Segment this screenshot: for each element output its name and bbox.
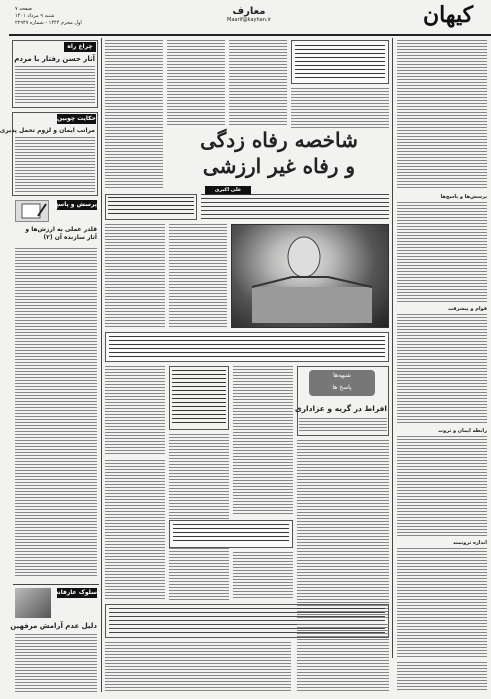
body-text	[105, 460, 165, 600]
body-text	[15, 66, 95, 104]
body-text	[397, 436, 487, 536]
pen-paper-icon	[15, 200, 49, 222]
body-text	[297, 624, 389, 692]
box-title: آثار حسن رفتار با مردم	[14, 55, 95, 63]
body-text	[397, 314, 487, 424]
body-text	[233, 552, 293, 600]
intro-text	[201, 194, 389, 220]
body-text	[397, 40, 487, 190]
author-label: علی اکبری	[205, 186, 251, 195]
body-text	[169, 224, 227, 328]
body-text	[15, 137, 95, 192]
body-text	[229, 40, 287, 126]
section-name: معارف	[232, 6, 266, 17]
body-text	[15, 634, 97, 692]
headline-banner	[169, 128, 389, 184]
quote-text	[172, 370, 226, 426]
quote-text	[109, 336, 385, 358]
body-text	[397, 202, 487, 302]
quote-text	[173, 524, 289, 544]
shubha-title: افراط در گریه و عزاداری	[294, 404, 387, 413]
box-kicker: چراغ راه	[64, 42, 96, 52]
body-text	[105, 642, 291, 692]
column-rule	[392, 38, 393, 658]
section-website: Maarif@kayhan.ir	[227, 17, 271, 23]
body-text	[105, 40, 163, 190]
body-text	[105, 366, 165, 456]
body-text	[167, 40, 225, 126]
issue-info	[15, 6, 95, 27]
masthead	[9, 0, 491, 36]
body-text	[299, 418, 387, 432]
box-title: مراتب ایمان و لزوم تحمل پذیری	[0, 127, 95, 134]
body-text	[297, 440, 389, 620]
body-text	[233, 366, 293, 516]
subhead: رابطه ایمان و ثروت	[438, 428, 487, 434]
headline-line-1: شاخصه رفاه زدگی	[200, 128, 358, 152]
box-title: قلدر عملی به ارزش‌ها و آثار سازنده آن (۲)	[25, 226, 97, 241]
box-kicker: پرسش و پاسخ	[53, 201, 97, 208]
headline-line-2: و رفاه غیر ارزشی	[202, 154, 356, 178]
box-kicker: حکایت چوبین	[57, 115, 96, 122]
money-man-photo	[231, 224, 389, 328]
stairs-image	[15, 588, 51, 618]
badge-line-2: پاسخ ها	[332, 384, 352, 391]
body-text	[15, 248, 97, 578]
body-text	[105, 224, 165, 328]
subhead: قوام و پیشرفت	[447, 306, 487, 312]
body-text	[291, 88, 389, 128]
divider	[13, 584, 99, 585]
newspaper-logo: کیهان	[422, 2, 474, 28]
body-text	[169, 434, 229, 600]
quote-text	[295, 45, 385, 79]
issue-line: اول محرم ۱۴۴۴ - شماره ۲۲۹۴۷	[15, 20, 82, 26]
issue-line: صفحه ۷	[15, 6, 32, 12]
box-kicker: سلوک عارفانه	[54, 589, 97, 596]
badge-line-1: شبهه‌ها	[333, 372, 351, 379]
shubha-badge	[309, 370, 375, 396]
body-text	[397, 548, 487, 658]
lead-text	[108, 197, 194, 217]
subhead: پرسش‌ها و پاسخ‌ها	[440, 194, 487, 200]
section-title	[199, 6, 299, 23]
subhead: اندازه ثروتمند	[452, 540, 487, 546]
body-text	[397, 662, 487, 692]
issue-line: شنبه ۹ مرداد ۱۴۰۱	[15, 13, 55, 19]
column-rule	[101, 38, 102, 692]
box-title: دلیل عدم آرامش مرفهین	[10, 622, 97, 630]
